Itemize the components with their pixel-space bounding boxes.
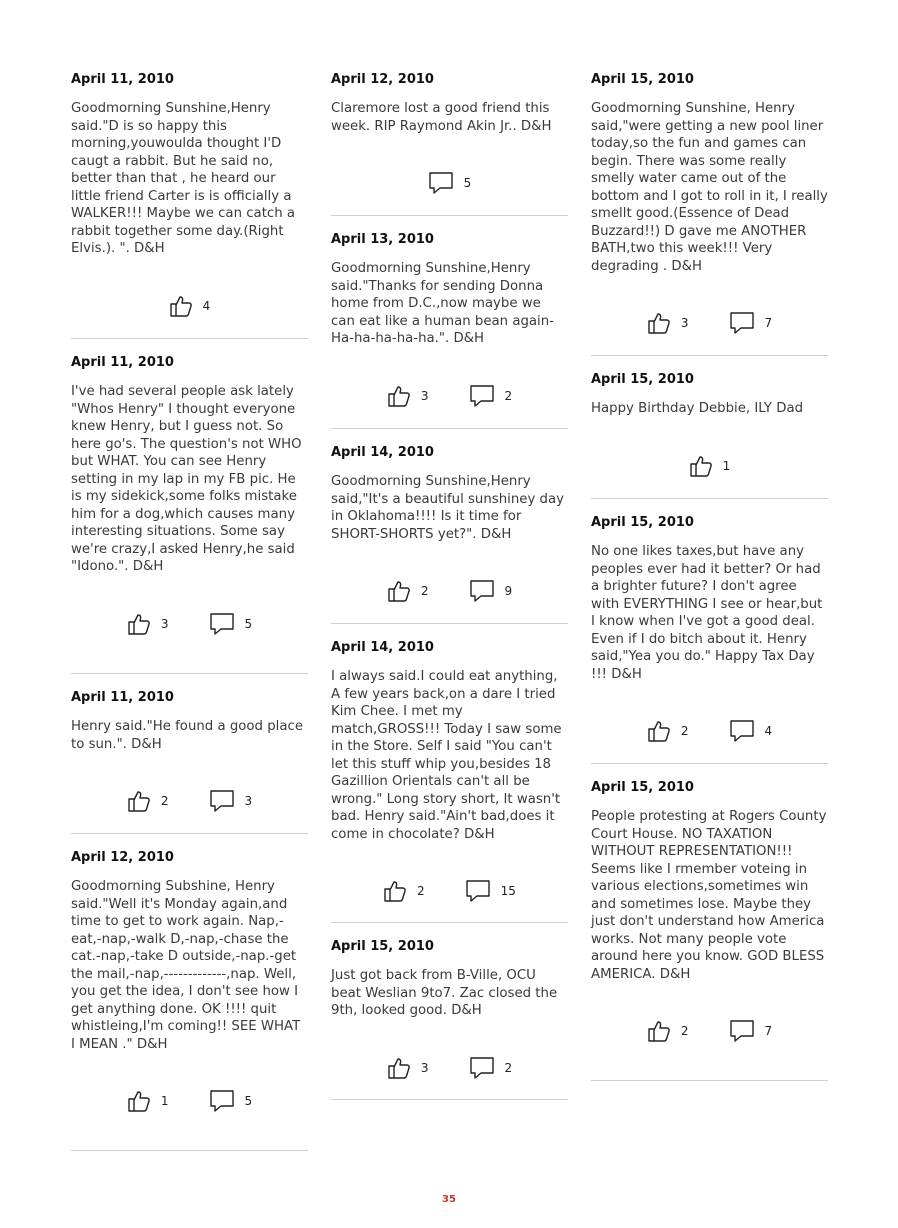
like-count: 2 — [160, 794, 169, 808]
comment-icon — [469, 1056, 495, 1080]
post-stats — [331, 877, 568, 905]
comment-count: 7 — [764, 1024, 773, 1038]
like-button[interactable] — [169, 294, 211, 318]
post — [591, 72, 833, 356]
comment-button[interactable] — [209, 789, 253, 813]
post-stats — [331, 577, 568, 605]
post-stats — [331, 169, 568, 197]
thumbs-up-icon — [127, 789, 151, 813]
post — [331, 939, 568, 1100]
column-middle — [331, 72, 568, 1100]
post-stats — [71, 1087, 308, 1115]
post — [71, 690, 308, 834]
post-stats — [71, 292, 308, 320]
post-stats — [591, 309, 828, 337]
comment-count: 5 — [244, 1094, 253, 1108]
column-left — [71, 72, 308, 1151]
comment-icon — [469, 384, 495, 408]
comment-count: 15 — [500, 884, 516, 898]
post-text: Goodmorning Sunshine,Henry said,"It's a beautiful sunshiney day in Oklahoma!!!! Is it time for SHORT-SHORTS yet?". D&H — [331, 474, 569, 542]
like-count: 3 — [420, 388, 429, 403]
comment-button[interactable] — [428, 171, 472, 195]
thumbs-up-icon — [169, 294, 193, 318]
post-text: Goodmorning Sunshine,Henry said."Thanks for sending Donna home from D.C.,now maybe we can eat like a human bean again-Ha-ha-ha-ha-ha.". D&H — [331, 261, 554, 346]
thumbs-up-icon — [647, 719, 671, 743]
post-stats — [71, 610, 308, 638]
comment-icon — [469, 579, 495, 603]
like-count: 2 — [417, 884, 425, 898]
comment-count: 2 — [504, 388, 513, 403]
post — [591, 372, 828, 499]
post-text: Henry said."He found a good place to sun.". D&H — [71, 719, 308, 752]
post-date: April 14, 2010 — [331, 445, 434, 460]
comment-button[interactable] — [469, 579, 513, 603]
comment-button[interactable] — [209, 1089, 253, 1113]
like-count: 1 — [160, 1094, 169, 1108]
post — [71, 850, 308, 1151]
comment-button[interactable] — [729, 311, 773, 335]
like-button[interactable] — [387, 579, 429, 603]
post — [331, 72, 568, 216]
post-date: April 11, 2010 — [71, 690, 174, 705]
post-date: April 13, 2010 — [331, 232, 434, 247]
thumbs-up-icon — [387, 1056, 411, 1080]
thumbs-up-icon — [647, 311, 671, 335]
like-button[interactable] — [647, 719, 689, 743]
column-right — [591, 72, 833, 1081]
post-date: April 12, 2010 — [71, 850, 174, 865]
post-stats — [591, 717, 828, 745]
post-date: April 11, 2010 — [71, 72, 174, 87]
comment-count: 4 — [764, 724, 773, 738]
comment-button[interactable] — [465, 879, 516, 903]
comment-count: 9 — [504, 584, 513, 598]
post-date: April 12, 2010 — [331, 72, 434, 87]
post-stats — [591, 1017, 828, 1045]
thumbs-up-icon — [647, 1019, 671, 1043]
comment-count: 2 — [504, 1060, 513, 1075]
post-date: April 15, 2010 — [591, 372, 694, 387]
comment-icon — [209, 1089, 235, 1113]
comment-button[interactable] — [469, 1056, 513, 1080]
like-button[interactable] — [647, 311, 689, 335]
post-date: April 15, 2010 — [591, 72, 694, 87]
like-button[interactable] — [127, 789, 169, 813]
like-button[interactable] — [689, 454, 731, 478]
comment-button[interactable] — [729, 1019, 773, 1043]
post-stats — [591, 452, 828, 480]
thumbs-up-icon — [689, 454, 713, 478]
like-button[interactable] — [127, 1089, 169, 1113]
post-text: Goodmorning Sunshine,Henry said."D is so happy this morning,youwoulda thought I'D caugt a rabbit. But he said no, better than that , he heard our little friend Carter is is officially a WALKER!!! Maybe we can catch a rabbit together some day.(Right Elvis.). ". D&H — [71, 101, 300, 256]
like-count: 3 — [680, 316, 689, 330]
post — [331, 232, 568, 429]
thumbs-up-icon — [383, 879, 407, 903]
post — [591, 780, 831, 1081]
comment-count: 5 — [244, 616, 253, 631]
like-button[interactable] — [383, 879, 425, 903]
comment-count: 5 — [463, 176, 472, 190]
comment-icon — [209, 789, 235, 813]
post-text: I always said.I could eat anything, A few years back,on a dare I tried Kim Chee. I met my match,GROSS!!! Today I saw some in the Store. Self I said "You can't let this stuff whip you,besides 18 Gazillion Orientals can't all be wrong." Long story short, It wasn't bad. Henry said."Ain't bad,does it come in chocolate? D&H — [331, 669, 566, 842]
like-count: 2 — [420, 584, 429, 598]
comment-button[interactable] — [729, 719, 773, 743]
like-count: 4 — [202, 298, 211, 313]
post — [71, 355, 308, 674]
comment-icon — [209, 612, 235, 636]
post-date: April 15, 2010 — [591, 780, 694, 795]
post-text: Happy Birthday Debbie, ILY Dad — [591, 401, 804, 416]
like-button[interactable] — [647, 1019, 689, 1043]
post-stats — [71, 787, 308, 815]
post-text: I've had several people ask lately "Whos Henry" I thought everyone knew Henry, but I guess not. So here go's. The question's not WHO but WHAT. You can see Henry setting in my lap in my FB pic. He is my sidekick,some folks mistake him for a dog,which causes many interesting situations. Some say we're crazy,I asked Henry,he said "Idono.". D&H — [71, 384, 306, 574]
post — [71, 72, 308, 339]
comment-icon — [729, 719, 755, 743]
like-count: 3 — [420, 1060, 429, 1075]
post-date: April 14, 2010 — [331, 640, 434, 655]
comment-button[interactable] — [209, 612, 253, 636]
post-stats — [331, 1054, 568, 1082]
like-button[interactable] — [127, 612, 169, 636]
post-text: No one likes taxes,but have any peoples ever had it better? Or had a brighter future? I don't agree with EVERYTHING I see or hear,but I know when I've got a good deal. Even if I do bitch about it. Henry said,"Yea you do." Happy Tax Day !!! D&H — [591, 544, 827, 682]
comment-count: 3 — [244, 794, 253, 808]
post — [331, 640, 568, 923]
like-count: 1 — [722, 458, 731, 473]
like-count: 2 — [680, 1024, 689, 1038]
post — [331, 445, 568, 624]
post-date: April 15, 2010 — [331, 939, 434, 954]
thumbs-up-icon — [387, 579, 411, 603]
like-button[interactable] — [387, 1056, 429, 1080]
like-count: 2 — [680, 724, 689, 738]
thumbs-up-icon — [387, 384, 411, 408]
post-text: Just got back from B-Ville, OCU beat Weslian 9to7. Zac closed the 9th, looked good. D&H — [331, 968, 562, 1018]
comment-count: 7 — [764, 316, 773, 330]
post-text: Claremore lost a good friend this week. RIP Raymond Akin Jr.. D&H — [331, 101, 554, 134]
post-date: April 11, 2010 — [71, 355, 174, 370]
page-number: 35 — [442, 1194, 456, 1205]
comment-icon — [729, 311, 755, 335]
comment-icon — [729, 1019, 755, 1043]
like-count: 3 — [160, 616, 169, 631]
post-text: Goodmorning Subshine, Henry said."Well it's Monday again,and time to get to work again. Nap,-eat,-nap,-walk D,-nap,-chase the cat.-nap,-take D outside,-nap.-get the mail,-nap,-------------,nap. Well, you get the idea, I don't see how I get anything done. OK !!!! quit whistleing,I'm coming!! SEE WHAT I MEAN ." D&H — [71, 879, 305, 1052]
comment-button[interactable] — [469, 384, 513, 408]
thumbs-up-icon — [127, 612, 151, 636]
thumbs-up-icon — [127, 1089, 151, 1113]
post-text: People protesting at Rogers County Court House. NO TAXATION WITHOUT REPRESENTATION!!! Seems like I rmember voteing in various elections,sometimes win and sometimes lose. Maybe they just don't understand how America works. Not many people vote around here you know. GOD BLESS AMERICA. D&H — [591, 809, 831, 982]
post-date: April 15, 2010 — [591, 515, 694, 530]
post-text: Goodmorning Sunshine, Henry said,"were getting a new pool liner today,so the fun and games can begin. There was some really smelly water came out of the bottom and I got to roll in it, I really smellt good.(Essence of Dead Buzzard!!) D gave me ANOTHER BATH,two this week!!! Very degrading . D&H — [591, 101, 833, 274]
comment-icon — [428, 171, 454, 195]
post-stats — [331, 382, 568, 410]
like-button[interactable] — [387, 384, 429, 408]
post — [591, 515, 828, 764]
comment-icon — [465, 879, 491, 903]
